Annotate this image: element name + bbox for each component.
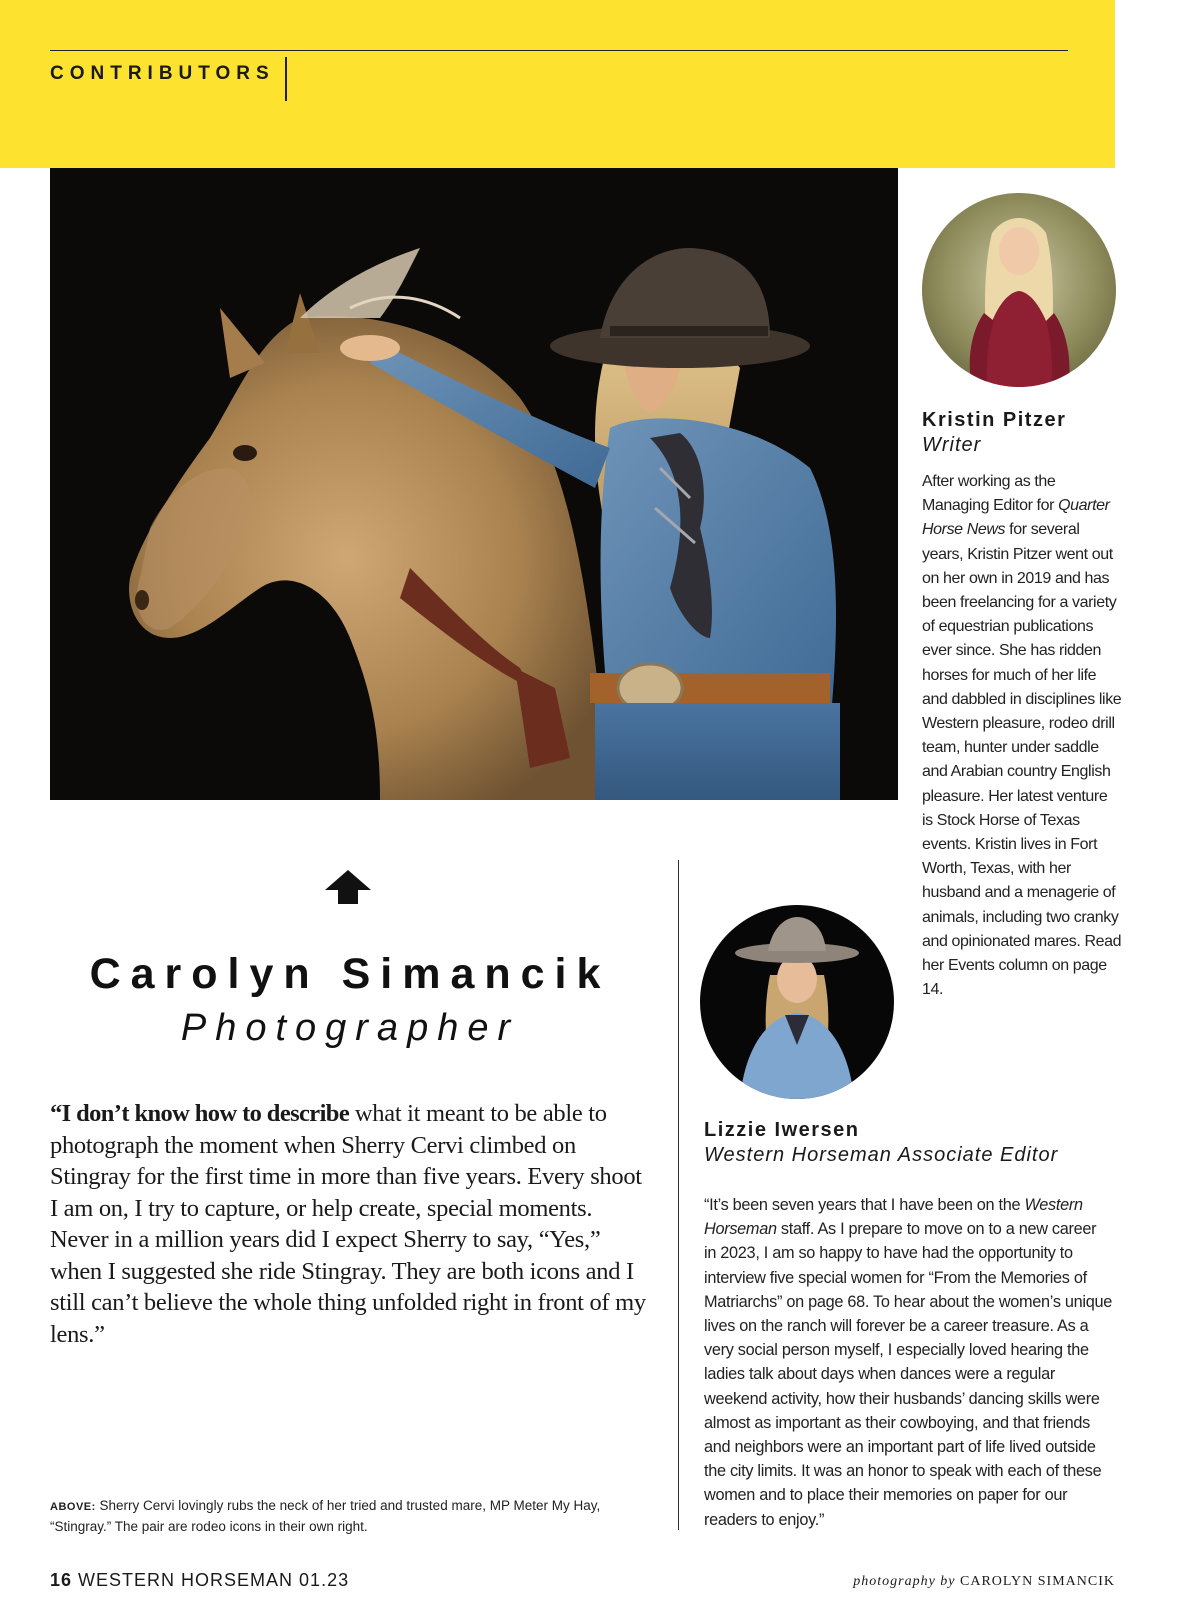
header-rule	[50, 50, 1068, 51]
caption-lead: ABOVE:	[50, 1501, 96, 1513]
bio-publication: Western Horseman	[704, 1196, 1083, 1239]
column-divider	[678, 860, 679, 1530]
up-arrow-icon	[325, 870, 371, 904]
horse-and-rider-photo	[50, 168, 898, 800]
contributor-bio	[704, 1193, 1112, 1532]
page-number: 16	[50, 1570, 73, 1590]
lizzie-portrait	[700, 905, 894, 1099]
portrait-photo	[922, 193, 1116, 387]
pull-quote	[50, 1098, 650, 1350]
page-folio	[50, 1570, 349, 1591]
photo-credit	[853, 1574, 1115, 1590]
featured-name: Carolyn Simancik	[89, 950, 611, 998]
kristin-portrait	[922, 193, 1116, 387]
bio-text: staff. As I prepare to move on to a new career in 2023, I am so happy to have had the opportunity to interview five special women for “From the Memories of Matriarchs” on page 68. To hear about the women’s unique lives on the ranch will forever be a career treasure. As a very social person myself, I especially loved hearing the ladies talk about days when dances were a regular weekend activity, how their husbands’ dancing skills were almost as important as their cowboying, and that friends and neighbors were an important part of life lived outside the city limits. It was an honor to speak with each of these women and to place their memories on paper for our readers to enjoy.”	[704, 1220, 1112, 1529]
issue-date: 01.23	[299, 1570, 350, 1590]
contributor-role: Western Horseman Associate Editor	[704, 1144, 1059, 1166]
quote-lead: “I don’t know how to describe	[50, 1100, 350, 1127]
contributor-name: Kristin Pitzer	[922, 409, 1067, 431]
portrait-photo	[700, 905, 894, 1099]
quote-text: what it meant to be able to photograph the moment when Sherry Cervi climbed on Stingray for the first time in more than five years. Every shoot I am on, I try to capture, or help create, special moments. Never in a million years did I expect Sherry to say, “Yes,” when I suggested she ride Stingray. They are both icons and I still can’t believe the whole thing unfolded right in front of my lens.”	[50, 1100, 646, 1348]
caption-text: Sherry Cervi lovingly rubs the neck of her tried and trusted mare, MP Meter My Hay, “Stingray.” The pair are rodeo icons in their own right.	[50, 1498, 601, 1534]
contributor-name: Lizzie Iwersen	[704, 1119, 860, 1141]
bio-publication: Quarter Horse News	[922, 497, 1110, 539]
featured-role: Photographer	[180, 1007, 520, 1049]
bio-text: “It’s been seven years that I have been on the	[704, 1196, 1025, 1214]
bio-text: After working as the Managing Editor for	[922, 473, 1059, 515]
section-divider	[285, 57, 287, 101]
contributor-bio	[922, 470, 1122, 1002]
contributor-role: Writer	[922, 434, 982, 456]
credit-lead: photography by	[853, 1574, 956, 1589]
credit-name: CAROLYN SIMANCIK	[955, 1574, 1115, 1589]
bio-text: for several years, Kristin Pitzer went out on her own in 2019 and has been freelancing for a variety of equestrian publications ever since. She has ridden horses for much of her life and dabbled in disciplines like Western pleasure, rodeo drill team, hunter under saddle and Arabian country English pleasure. Her latest venture is Stock Horse of Texas events. Kristin lives in Fort Worth, Texas, with her husband and a menagerie of animals, including two cranky and opinionated mares. Read her Events column on page 14.	[922, 521, 1122, 999]
photo-caption	[50, 1496, 610, 1536]
section-label: CONTRIBUTORS	[50, 63, 275, 84]
hero-photo	[50, 168, 898, 800]
publication-name: WESTERN HORSEMAN	[78, 1570, 294, 1590]
